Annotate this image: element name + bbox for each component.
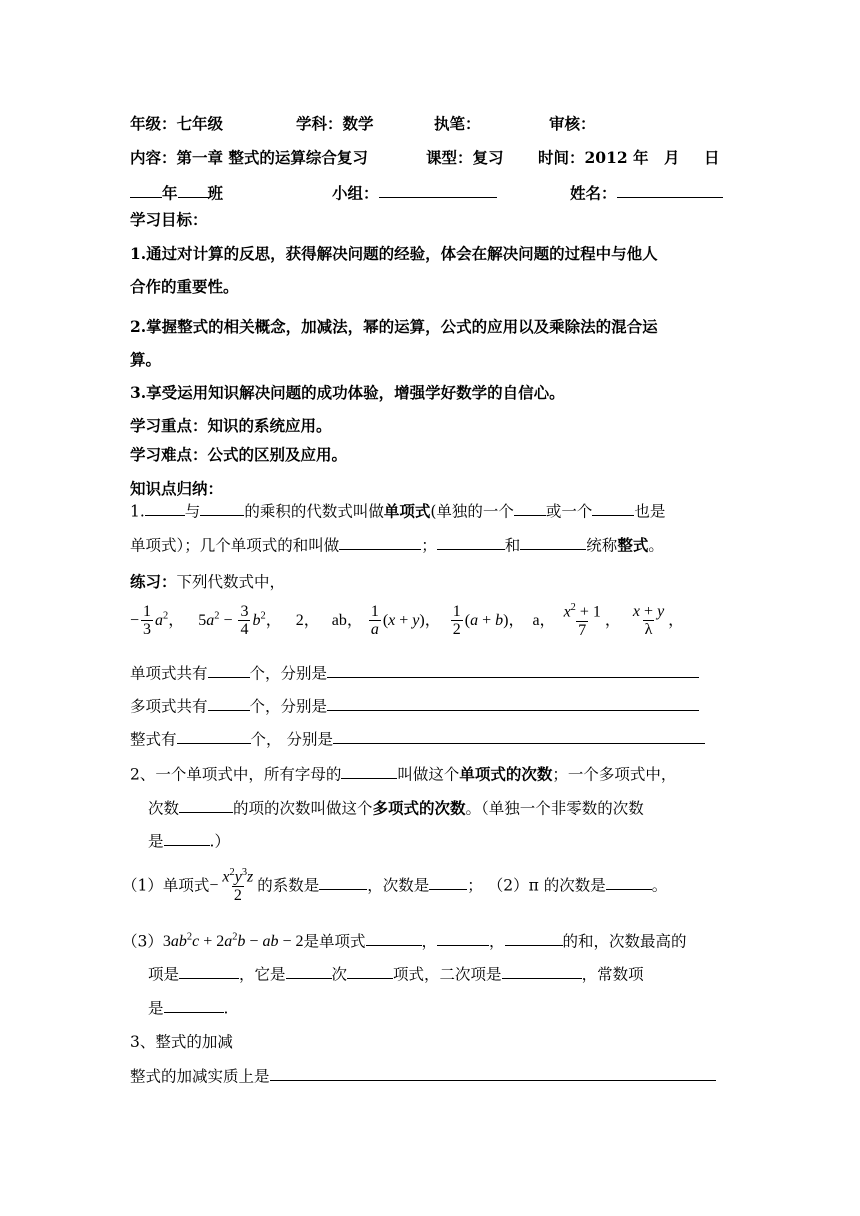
blank-5[interactable] [339,533,421,550]
s3-blank-4[interactable] [179,962,239,979]
q2-line-b [148,796,644,818]
grade: 年级：七年级 [130,114,224,133]
list-blank-3[interactable] [333,727,705,744]
text: 。 [648,536,664,555]
term-monomial: 单项式 [383,501,431,521]
objective-2a: 2.掌握整式的相关概念，加减法，幂的运算，公式的应用以及乘除法的混合运 [130,317,658,336]
group-label: 小组： [332,183,379,203]
month: 月 [664,148,680,167]
text: 是 [148,999,164,1018]
year-blank[interactable] [130,181,162,198]
s3-blank-8[interactable] [164,996,224,1013]
subq-3-line-a: $(3)3ab^2c + 2a^2b$ − ab − 2是单项式 ， ， 的和，次数最高的 [122,929,687,951]
q2-blank-2[interactable] [179,796,233,813]
text: .） [209,832,230,851]
count-blank-2[interactable] [208,694,250,711]
expr-9: $\frac{x + y}{\lambda}$ ， [632,602,685,639]
text: ； （2）π 的次数是 [467,876,606,895]
q3-blank[interactable] [270,1064,716,1081]
knowledge-title: 知识点归纳： [130,479,224,498]
expr-3: 2， [295,612,320,630]
s3-blank-6[interactable] [347,962,393,979]
knowledge-1-line-b [130,533,664,555]
text: ； [421,536,437,555]
s3-blank-3[interactable] [505,929,563,946]
objective-3: 3.享受运用知识解决问题的成功体验，增强学好数学的自信心。 [130,383,565,402]
group-field [332,181,497,203]
practice-line [130,570,285,592]
label: 多项式共有 [130,697,208,716]
text: 次 [331,965,348,984]
q2-blank-3[interactable] [164,829,210,846]
text: 的和，次数最高的 [562,932,687,951]
name-field [570,181,723,203]
text: ，常数项 [581,965,644,984]
time-label: 时间：2012 年 [538,148,649,167]
text: ，次数是 [367,876,430,895]
text: . [223,999,229,1018]
s3-blank-2[interactable] [437,929,489,946]
blank-7[interactable] [520,533,586,550]
text: 整式的加减实质上是 [130,1067,270,1086]
text: 。（单独一个非零数的次数 [465,799,644,818]
review: 审核： [549,114,596,133]
subq-3-line-c [148,996,228,1018]
s3-blank-7[interactable] [502,962,582,979]
text: 统称 [586,536,618,555]
count-blank-3[interactable] [177,727,251,744]
text: 是 [148,832,164,851]
text: 和 [504,536,521,555]
subq-1-2 [122,868,667,906]
monomial-expression: − $\frac{x^2y^3z}{2}$ [209,867,254,905]
header-row-1 [130,112,596,134]
q2-line-a [130,762,676,784]
name-blank[interactable] [617,181,723,198]
class-blank[interactable] [178,181,208,198]
text: 或一个 [545,502,593,521]
q3-line [130,1064,716,1086]
objective-1a: 1.通过对计算的反思，获得解决问题的经验，体会在解决问题的过程中与他人 [130,244,658,263]
text: （3） [122,932,163,951]
text: 次数 [148,799,180,818]
degree-blank[interactable] [429,873,467,890]
blank-2[interactable] [200,499,244,516]
expr-7: a， [532,612,556,630]
blank-4[interactable] [592,499,634,516]
text: 项是 [148,965,180,984]
item-number: 1. [130,502,145,521]
label: 个， 分别是 [250,730,333,749]
year-suffix: 年 [162,183,178,203]
count-monomial [130,661,699,683]
text: 与 [184,502,201,521]
blank-1[interactable] [145,499,185,516]
text: 是单项式 [303,932,366,951]
practice-label: 练习： [130,572,177,591]
subject: 学科：数学 [296,114,374,133]
text: 的系数是 [257,876,320,895]
polynomial-expression: $3ab^2c + 2a^2b$ − ab − 2 [162,931,304,951]
header-row-2 [130,146,720,168]
name-label: 姓名： [570,183,617,203]
text: ；一个多项式中， [552,765,677,784]
label: 个，分别是 [249,697,328,716]
q2-blank-1[interactable] [341,762,397,779]
label: 整式有 [130,730,177,749]
label: 个，分别是 [249,664,328,683]
expr-4: ab， [331,612,363,630]
text: 项式，二次项是 [393,965,502,984]
text: 的乘积的代数式叫做 [244,502,384,521]
list-blank-1[interactable] [327,661,699,678]
label: 单项式共有 [130,664,208,683]
count-integral [130,727,705,749]
objective-1b: 合作的重要性。 [130,277,239,296]
lesson-type: 课型：复习 [426,148,504,167]
s3-blank-5[interactable] [286,962,332,979]
text: 2、一个单项式中，所有字母的 [130,765,342,784]
expr-1: − $\frac{1}{3}$ $a^2$， [130,602,185,639]
author: 执笔： [434,114,481,133]
text: 叫做这个 [397,765,460,784]
q3-title: 3、整式的加减 [130,1033,233,1051]
s3-blank-1[interactable] [366,929,422,946]
expression-list [130,603,684,641]
text: 。 [651,876,668,895]
expr-6: $\frac{1}{2}$ (a + b)， [452,602,525,639]
text: ，它是 [239,965,286,984]
term-polynomial-degree: 多项式的次数 [372,798,466,818]
difficulty: 学习难点：公式的区别及应用。 [130,445,348,464]
content: 内容：第一章 整式的运算综合复习 [130,148,368,167]
practice-text: 下列代数式中， [176,573,286,591]
q2-line-c [148,829,230,851]
text: 单项式）；几个单项式的和叫做 [130,536,340,555]
coef-blank[interactable] [319,873,367,890]
blank-3[interactable] [514,499,546,516]
expr-2: $5a^2$ − $\frac{3}{4}$ $b^2$， [198,602,282,639]
group-blank[interactable] [379,181,497,198]
count-blank-1[interactable] [208,661,250,678]
text: 也是 [634,502,666,521]
count-polynomial [130,694,699,716]
key-point: 学习重点：知识的系统应用。 [130,416,332,435]
pi-degree-blank[interactable] [606,873,652,890]
day: 日 [704,148,720,167]
term-monomial-degree: 单项式的次数 [459,764,553,784]
text: 的项的次数叫做这个 [233,799,373,818]
class-suffix: 班 [207,183,224,203]
knowledge-1-line-a [130,499,665,521]
blank-6[interactable] [437,533,505,550]
text: （1）单项式 [122,876,210,895]
list-blank-2[interactable] [327,694,699,711]
objective-2b: 算。 [130,350,162,369]
text: (单独的一个 [430,502,514,521]
expr-5: $\frac{1}{a}$ (x + y)， [370,602,441,639]
term-polynomial-general: 整式 [617,535,649,555]
expr-8: $\frac{x^2 + 1}{7}$ ， [563,602,621,640]
subq-3-line-b [148,962,644,984]
objectives-title: 学习目标： [130,210,208,229]
header-row-3 [130,181,730,203]
